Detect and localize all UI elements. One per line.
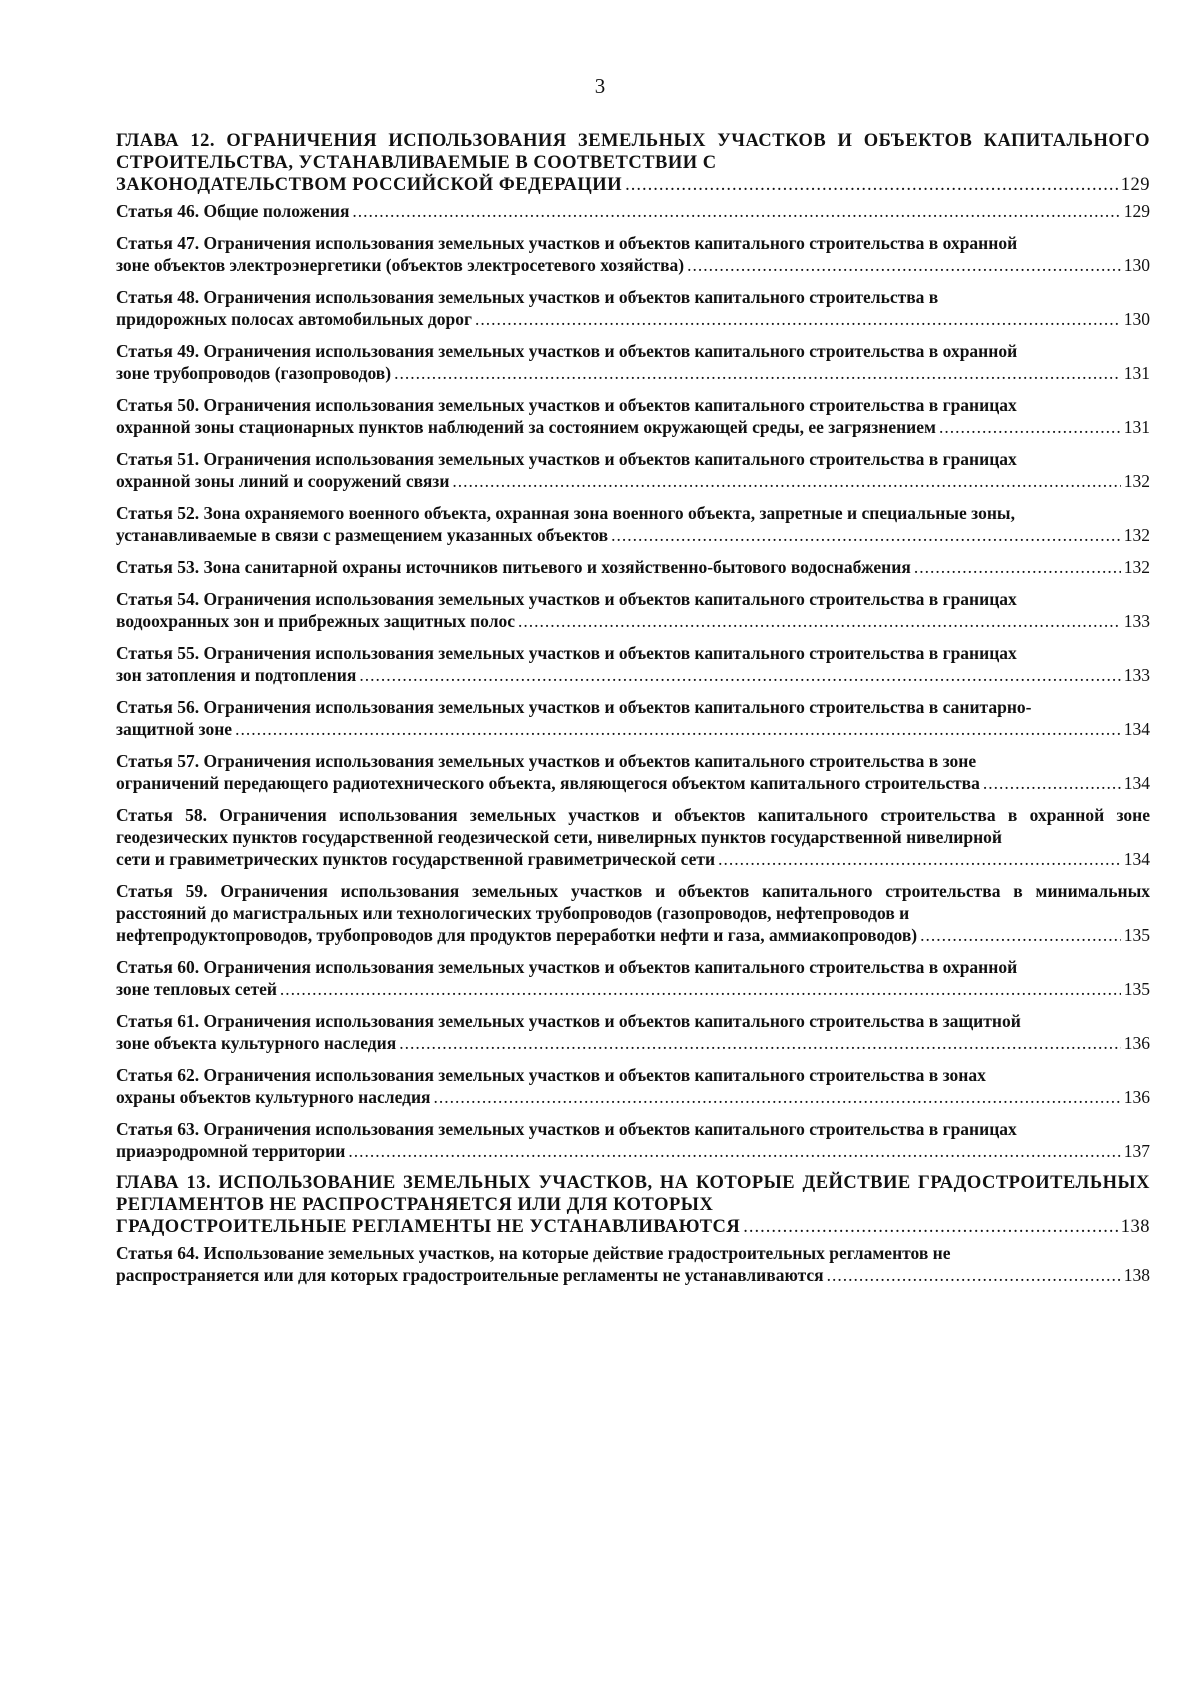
toc-entry-title-end: охранной зоны линий и сооружений связи bbox=[116, 471, 450, 491]
dot-leader bbox=[687, 254, 1121, 276]
toc-entry-title: Статья 55. Ограничения использования земельных участков и объектов капитального строительства в границах bbox=[116, 643, 1017, 663]
toc-article-entry[interactable] bbox=[116, 642, 1150, 686]
toc-entry-title-end: охранной зоны стационарных пунктов наблюдений за состоянием окружающей среды, ее загрязнением bbox=[116, 417, 936, 437]
toc-article-entry[interactable] bbox=[116, 956, 1150, 1000]
toc-page-number: 138 bbox=[1120, 1217, 1150, 1237]
dot-leader bbox=[827, 1264, 1121, 1286]
toc-page-number: 134 bbox=[1123, 773, 1150, 793]
toc-entry-title: Статья 62. Ограничения использования земельных участков и объектов капитального строительства в зонах bbox=[116, 1065, 986, 1085]
dot-leader bbox=[983, 772, 1121, 794]
toc-entry-title: Статья 52. Зона охраняемого военного объекта, охранная зона военного объекта, запретные и специальные зоны, bbox=[116, 503, 1015, 523]
toc-article-entry[interactable] bbox=[116, 200, 1150, 222]
dot-leader bbox=[359, 664, 1120, 686]
dot-leader bbox=[235, 718, 1121, 740]
toc-page-number: 132 bbox=[1123, 525, 1150, 545]
toc-page-number: 137 bbox=[1123, 1141, 1150, 1161]
toc-article-entry[interactable] bbox=[116, 696, 1150, 740]
toc-page-number: 129 bbox=[1120, 175, 1150, 195]
dot-leader bbox=[743, 1216, 1118, 1238]
toc-entry-title: ГЛАВА 13. ИСПОЛЬЗОВАНИЕ ЗЕМЕЛЬНЫХ УЧАСТКОВ, НА КОТОРЫЕ ДЕЙСТВИЕ ГРАДОСТРОИТЕЛЬНЫХ РЕГЛАМЕНТОВ НЕ РАСПРОСТРАНЯЕТСЯ ИЛИ ДЛЯ КОТОРЫХ bbox=[116, 1173, 1150, 1215]
dot-leader bbox=[399, 1032, 1121, 1054]
toc-article-entry[interactable] bbox=[116, 880, 1150, 946]
toc-article-entry[interactable] bbox=[116, 448, 1150, 492]
toc-entry-title: Статья 49. Ограничения использования земельных участков и объектов капитального строительства в охранной bbox=[116, 341, 1018, 361]
toc-entry-title-end: зоне объекта культурного наследия bbox=[116, 1033, 397, 1053]
toc-article-entry[interactable] bbox=[116, 394, 1150, 438]
toc-page-number: 133 bbox=[1123, 611, 1150, 631]
toc-article-entry[interactable] bbox=[116, 1242, 1150, 1286]
toc-entry-title: Статья 54. Ограничения использования земельных участков и объектов капитального строительства в границах bbox=[116, 589, 1017, 609]
toc-page-number: 134 bbox=[1123, 849, 1150, 869]
toc-entry-title-end: распространяется или для которых градостроительные регламенты не устанавливаются bbox=[116, 1265, 824, 1285]
toc-article-entry[interactable] bbox=[116, 750, 1150, 794]
toc-entry-title: Статья 64. Использование земельных участков, на которые действие градостроительных регламентов не bbox=[116, 1243, 951, 1263]
toc-page-number: 136 bbox=[1123, 1087, 1150, 1107]
toc-entry-title-end: придорожных полосах автомобильных дорог bbox=[116, 309, 472, 329]
toc-entry-title-end: водоохранных зон и прибрежных защитных полос bbox=[116, 611, 516, 631]
toc-page-number: 132 bbox=[1123, 557, 1150, 577]
dot-leader bbox=[920, 924, 1121, 946]
dot-leader bbox=[452, 470, 1120, 492]
toc-entry-title-end: ГРАДОСТРОИТЕЛЬНЫЕ РЕГЛАМЕНТЫ НЕ УСТАНАВЛИВАЮТСЯ bbox=[116, 1217, 741, 1237]
toc-entry-title-end: Статья 53. Зона санитарной охраны источников питьевого и хозяйственно-бытового водоснабжения bbox=[116, 557, 911, 577]
toc-entry-title: ГЛАВА 12. ОГРАНИЧЕНИЯ ИСПОЛЬЗОВАНИЯ ЗЕМЕЛЬНЫХ УЧАСТКОВ И ОБЪЕКТОВ КАПИТАЛЬНОГО СТРОИТЕЛЬСТВА, УСТАНАВЛИВАЕМЫЕ В СООТВЕТСТВИИ С bbox=[116, 131, 1150, 173]
toc-article-entry[interactable] bbox=[116, 232, 1150, 276]
toc-page-number: 133 bbox=[1123, 665, 1150, 685]
toc-entry-title-end: защитной зоне bbox=[116, 719, 233, 739]
toc-entry-title-end: приаэродромной территории bbox=[116, 1141, 346, 1161]
toc-article-entry[interactable] bbox=[116, 804, 1150, 870]
toc-entry-title: Статья 60. Ограничения использования земельных участков и объектов капитального строительства в охранной bbox=[116, 957, 1018, 977]
toc-article-entry[interactable] bbox=[116, 588, 1150, 632]
toc-entry-title-end: ограничений передающего радиотехнического объекта, являющегося объектом капитального строительства bbox=[116, 773, 980, 793]
toc-page-number: 131 bbox=[1123, 417, 1150, 437]
toc-article-entry[interactable] bbox=[116, 286, 1150, 330]
toc-entry-title-end: сети и гравиметрических пунктов государственной гравиметрической сети bbox=[116, 849, 716, 869]
toc-entry-title-end: зоне трубопроводов (газопроводов) bbox=[116, 363, 392, 383]
toc-entry-title-end: устанавливаемые в связи с размещением указанных объектов bbox=[116, 525, 609, 545]
toc-chapter-entry[interactable] bbox=[116, 1172, 1150, 1238]
toc-page-number: 132 bbox=[1123, 471, 1150, 491]
toc-entry-title: Статья 57. Ограничения использования земельных участков и объектов капитального строительства в зоне bbox=[116, 751, 977, 771]
toc-entry-title: Статья 51. Ограничения использования земельных участков и объектов капитального строительства в границах bbox=[116, 449, 1017, 469]
toc-entry-title-end: зоне объектов электроэнергетики (объектов электросетевого хозяйства) bbox=[116, 255, 685, 275]
toc-page-number: 130 bbox=[1123, 309, 1150, 329]
toc-entry-title-end: зоне тепловых сетей bbox=[116, 979, 277, 999]
toc-page-number: 135 bbox=[1123, 979, 1150, 999]
toc-article-entry[interactable] bbox=[116, 340, 1150, 384]
toc-page-number: 138 bbox=[1123, 1265, 1150, 1285]
toc-page-number: 129 bbox=[1123, 201, 1150, 221]
toc-entry-title: Статья 50. Ограничения использования земельных участков и объектов капитального строительства в границах bbox=[116, 395, 1017, 415]
dot-leader bbox=[518, 610, 1121, 632]
toc-entry-title: Статья 61. Ограничения использования земельных участков и объектов капитального строительства в защитной bbox=[116, 1011, 1021, 1031]
toc-entry-title-end: Статья 46. Общие положения bbox=[116, 201, 350, 221]
dot-leader bbox=[939, 416, 1121, 438]
toc-entry-title-end: зон затопления и подтопления bbox=[116, 665, 357, 685]
toc-article-entry[interactable] bbox=[116, 1010, 1150, 1054]
dot-leader bbox=[352, 200, 1120, 222]
toc-entry-title-end: нефтепродуктопроводов, трубопроводов для продуктов переработки нефти и газа, аммиакопроводов) bbox=[116, 925, 918, 945]
toc-entry-title-end: ЗАКОНОДАТЕЛЬСТВОМ РОССИЙСКОЙ ФЕДЕРАЦИИ bbox=[116, 175, 623, 195]
toc-article-entry[interactable] bbox=[116, 1064, 1150, 1108]
dot-leader bbox=[394, 362, 1121, 384]
toc-page-number: 135 bbox=[1123, 925, 1150, 945]
toc-page-number: 130 bbox=[1123, 255, 1150, 275]
dot-leader bbox=[434, 1086, 1121, 1108]
dot-leader bbox=[475, 308, 1121, 330]
toc-page-number: 136 bbox=[1123, 1033, 1150, 1053]
toc-chapter-entry[interactable] bbox=[116, 130, 1150, 196]
toc-page-number: 134 bbox=[1123, 719, 1150, 739]
dot-leader bbox=[611, 524, 1121, 546]
toc-entry-title: Статья 58. Ограничения использования земельных участков и объектов капитального строительства в охранной зоне геодезических пунктов государственной геодезической сети, нивелирных пунктов государственной нивелирной bbox=[116, 805, 1150, 847]
toc-article-entry[interactable] bbox=[116, 1118, 1150, 1162]
page-number: 3 bbox=[594, 74, 606, 98]
toc-article-entry[interactable] bbox=[116, 502, 1150, 546]
dot-leader bbox=[280, 978, 1121, 1000]
toc-page-number: 131 bbox=[1123, 363, 1150, 383]
toc-entry-title: Статья 48. Ограничения использования земельных участков и объектов капитального строительства в bbox=[116, 287, 939, 307]
toc-entry-title: Статья 56. Ограничения использования земельных участков и объектов капитального строительства в санитарно- bbox=[116, 697, 1032, 717]
toc-entry-title-end: охраны объектов культурного наследия bbox=[116, 1087, 431, 1107]
toc-entry-title: Статья 47. Ограничения использования земельных участков и объектов капитального строительства в охранной bbox=[116, 233, 1018, 253]
toc-entry-title: Статья 63. Ограничения использования земельных участков и объектов капитального строительства в границах bbox=[116, 1119, 1017, 1139]
toc-entry-title: Статья 59. Ограничения использования земельных участков и объектов капитального строительства в минимальных расстояний до магистральных или технологических трубопроводов (газопроводов, нефтепроводов и bbox=[116, 881, 1150, 923]
dot-leader bbox=[914, 556, 1121, 578]
dot-leader bbox=[625, 174, 1118, 196]
table-of-contents bbox=[116, 128, 1150, 1286]
toc-article-entry[interactable] bbox=[116, 556, 1150, 578]
dot-leader bbox=[718, 848, 1121, 870]
dot-leader bbox=[348, 1140, 1120, 1162]
